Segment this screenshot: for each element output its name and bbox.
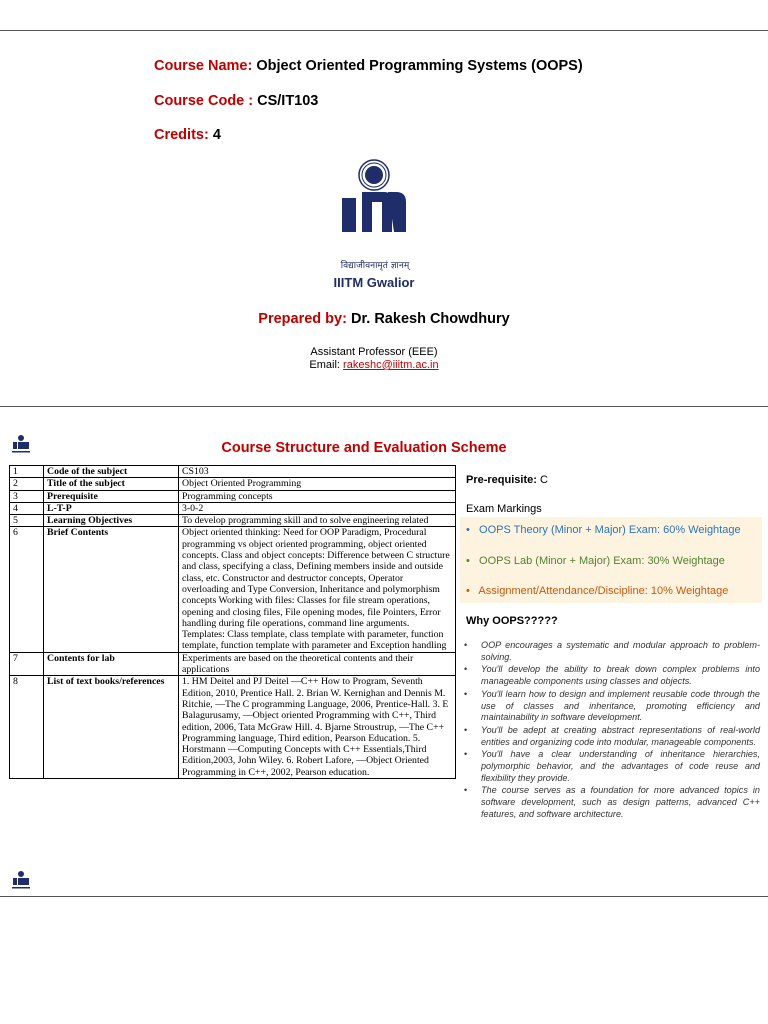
prereq-label: Pre-requisite: [466,474,537,486]
why-oops-item [464,725,760,748]
course-code-value: CS/IT103 [257,93,319,109]
designation: Assistant Professor (EEE) [310,346,438,358]
exam-item-assignment: • Assignment/Attendance/Discipline: 10% Weightage [466,585,729,597]
table-row [10,652,456,676]
row-field: Prerequisite [44,490,179,502]
bullet-icon: • [464,640,468,650]
why-oops-item [464,664,760,687]
row-number: 1 [10,466,44,478]
course-name-line [154,58,583,74]
why-oops-list [464,640,760,822]
bullet-icon: • [464,664,468,675]
exam-markings-heading: Exam Markings [466,503,542,515]
row-number: 5 [10,515,44,527]
prepared-label: Prepared by: [258,311,347,327]
row-number: 6 [10,527,44,652]
row-field: Learning Objectives [44,515,179,527]
prereq-value: C [539,474,548,486]
row-value: Object Oriented Programming [179,478,456,490]
credits-label: Credits: [154,127,209,143]
iiitm-mini-logo-footer [10,870,32,890]
prepared-by [0,311,768,327]
why-oops-item [464,640,760,663]
exam-item-text: OOPS Theory (Minor + Major) Exam: 60% Weightage [479,524,741,536]
row-field: List of text books/references [44,676,179,779]
credits-value: 4 [212,127,221,143]
credits-line [154,127,221,143]
row-value: Object oriented thinking: Need for OOP Paradigm, Procedural programming vs object oriented programming, object oriented concepts. Class and object concepts: Difference between C structure and class, specifying a class, Defining members inside and outside class, etc. Constructor and destructor concepts, Operator overloading and Type Conversion, Inheritance and polymorphism concepts Working with files: Classes for file stream operations, opening and closing files, File opening modes, file Pointers, Error handling during file operations, command line arguments. Templates: Class template, class template with parameter, function template, function template with parameter and Exception handling [179,527,456,652]
row-value: To develop programming skill and to solve engineering related [179,515,456,527]
bullet-icon: • [464,688,468,699]
exam-item-lab: • OOPS Lab (Minor + Major) Exam: 30% Weightage [466,555,725,567]
row-value: 1. HM Deitel and PJ Deitel —C++ How to Program, Seventh Edition, 2010, Prentice Hall. 2. Brian W. Kernighan and Dennis M. Ritchie, —The C programming Language, 2006, Prentice-Hall. 3. E Balagurusamy, —Object oriented Programming with C++, Third edition, 2006, Tata McGraw Hill. 4. Bjarne Stroustrup, —The C++ Programming language, Third edition, Pearson Education. 5. Horstmann —Computing Concepts with C++ Essentials,Third Edition,2003, John Wiley. 6. Robert Lafore, —Object Oriented Programming in C++, 2002, Pearson education. [179,676,456,779]
table-row [10,466,456,478]
exam-item-text: Assignment/Attendance/Discipline: 10% Weightage [478,585,729,597]
course-code-label: Course Code : [154,93,254,109]
row-number: 3 [10,490,44,502]
prerequisite-line [466,474,548,486]
course-name-label: Course Name: [154,58,253,74]
slide2-title: Course Structure and Evaluation Scheme [221,440,507,456]
logo-motto: विद्याजीवनामृतं ज्ञानम् [340,261,410,271]
why-oops-text: You'll have a clear understanding of inheritance hierarchies, polymorphic behavior, and the advantages of code reuse and flexibility they provide. [481,749,760,783]
slide1-top-border [0,30,768,31]
why-oops-text: You'll be adept at creating abstract representations of real-world entities and organizing code into modular, manageable components. [481,724,760,747]
why-oops-item [464,785,760,820]
slide2-bottom-border [0,896,768,897]
table-row [10,527,456,652]
why-oops-text: You'll learn how to design and implement reusable code through the use of classes and inheritance, promoting efficiency and maintainability in software development. [481,688,760,723]
why-oops-heading: Why OOPS????? [466,615,558,627]
row-value: 3-0-2 [179,502,456,514]
email-link[interactable]: rakeshc@iiitm.ac.in [343,359,439,371]
table-row [10,515,456,527]
table-row [10,502,456,514]
email-label: Email: [309,359,340,371]
exam-item-text: OOPS Lab (Minor + Major) Exam: 30% Weightage [479,555,725,567]
why-oops-item [464,689,760,724]
table-row [10,676,456,779]
course-name-value: Object Oriented Programming Systems (OOPS) [256,58,583,74]
why-oops-text: OOP encourages a systematic and modular approach to problem-solving. [481,640,760,662]
row-number: 4 [10,502,44,514]
bullet-icon: • [464,749,468,760]
row-value: Programming concepts [179,490,456,502]
exam-item-theory: • OOPS Theory (Minor + Major) Exam: 60% Weightage [466,524,741,536]
row-field: Code of the subject [44,466,179,478]
why-oops-text: You'll develop the ability to break down complex problems into manageable components using classes and objects. [481,664,760,687]
exam-markings-box [460,517,762,603]
row-number: 8 [10,676,44,779]
slide1-bottom-border [0,406,768,407]
row-value: Experiments are based on the theoretical contents and their applications [179,652,456,676]
row-number: 7 [10,652,44,676]
table-row [10,490,456,502]
iiitm-logo [340,158,408,258]
why-oops-text: The course serves as a foundation for more advanced topics in software development, such as design patterns, advanced C++ features, and software architecture. [481,785,760,819]
bullet-icon: • [464,724,468,735]
row-number: 2 [10,478,44,490]
row-field: L-T-P [44,502,179,514]
row-field: Title of the subject [44,478,179,490]
why-oops-item [464,749,760,784]
row-field: Contents for lab [44,652,179,676]
table-row [10,478,456,490]
row-value: CS103 [179,466,456,478]
course-structure-table [9,465,456,779]
institute-name: IIITM Gwalior [333,275,415,290]
bullet-icon: • [464,785,468,796]
course-code-line [154,93,318,109]
prepared-value: Dr. Rakesh Chowdhury [350,311,510,327]
email-line [0,359,748,371]
row-field: Brief Contents [44,527,179,652]
